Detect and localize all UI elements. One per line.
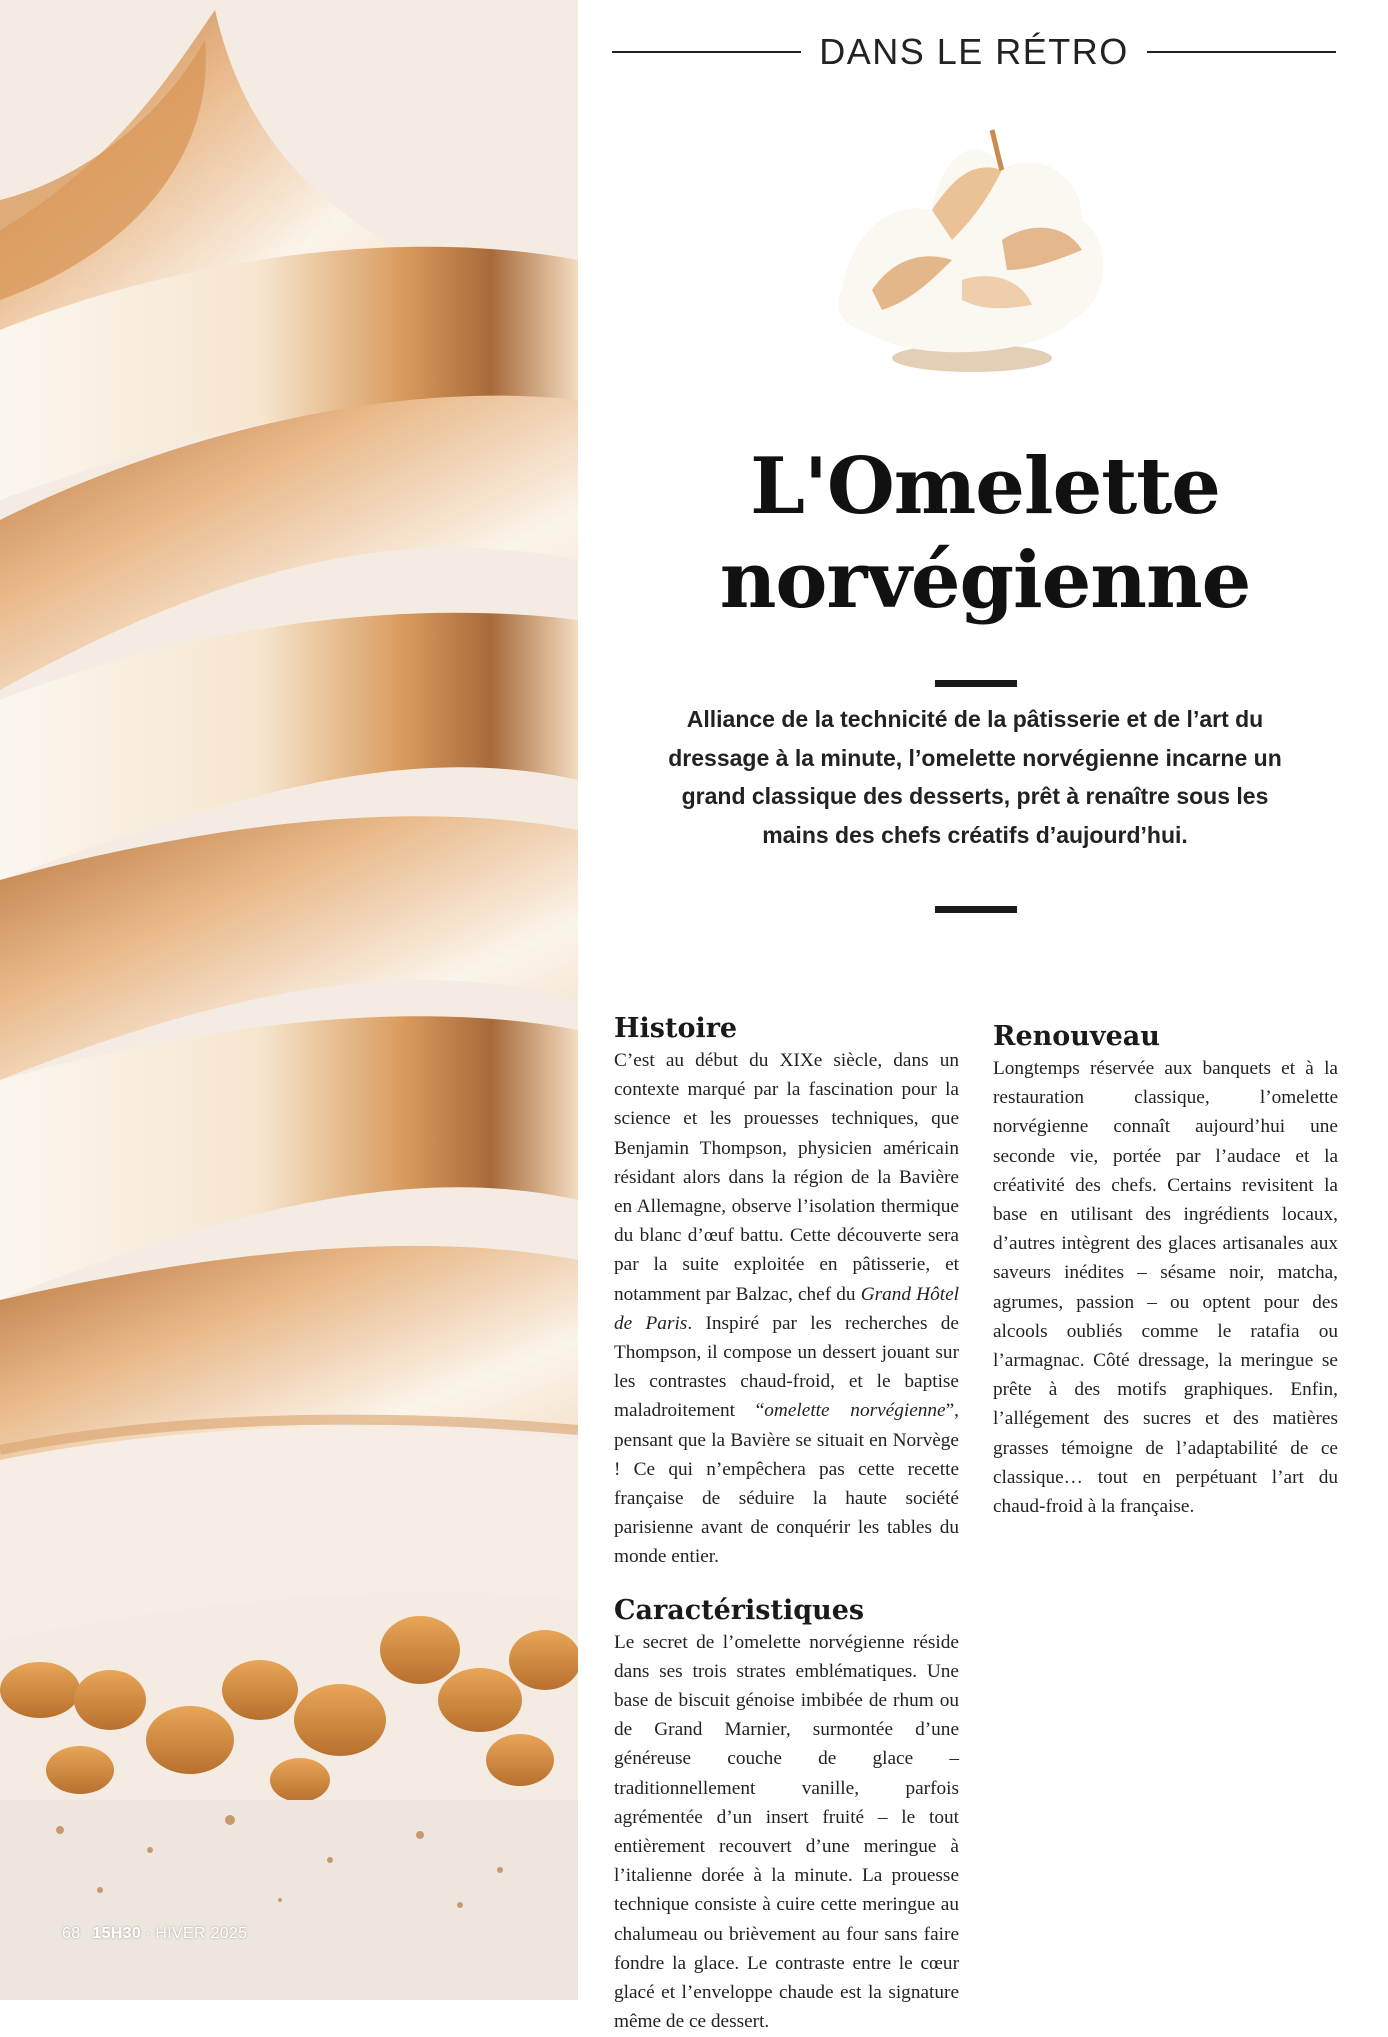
article-intro: Alliance de la technicité de la pâtisserie et de l’art du dressage à la minute, l’omelette norvégienne incarne un grand classique des desserts, prêt à renaître sous les mains des chefs créatifs d’aujourd’hui.	[668, 706, 1282, 848]
page-footer	[62, 1925, 247, 1943]
title-line-1: L'Omelette	[750, 441, 1220, 532]
heading-caracteristiques: Caractéristiques	[614, 1594, 865, 1626]
meringue-illustration	[812, 110, 1132, 380]
histoire-text-2: . Inspiré par les recherches de Thompson, il compose un dessert jouant sur les contrastes chaud-froid, et le baptise maladroitement “	[614, 1312, 959, 1422]
histoire-text-3: ”, pensant que la Bavière se situait en Norvège ! Ce qui n’empêchera pas cette recette française de séduire la haute société parisienne avant de conquérir les tables du monde entier.	[614, 1400, 959, 1568]
rubric-rule-left	[612, 51, 801, 53]
text-column-right	[993, 1020, 1338, 1521]
meringue-swirl-image	[0, 0, 578, 2000]
section-rubric	[612, 26, 1336, 78]
article-title	[600, 440, 1370, 628]
rubric-rule-right	[1147, 51, 1336, 53]
paragraph-renouveau: Longtemps réservée aux banquets et à la restauration classique, l’omelette norvégienne connaît aujourd’hui une seconde vie, portée par l’audace et la créativité des chefs. Certains revisitent la base en utilisant des ingrédients locaux, d’autres intègrent des glaces artisanales aux saveurs inédites – sésame noir, matcha, agrumes, passion – ou optent pour des alcools oubliés comme le ratafia ou l’armagnac. Côté dressage, la meringue se prête à des motifs graphiques. Enfin, l’allégement des sucres et des matières grasses témoigne de l’adaptabilité de ce classique… tout en perpétuant l’art du chaud-froid à la française.	[993, 1058, 1338, 1518]
dish-name: omelette norvégienne	[764, 1400, 946, 1422]
title-line-2: norvégienne	[719, 535, 1251, 626]
page-number: 68	[62, 1925, 81, 1942]
paragraph-caracteristiques: Le secret de l’omelette norvégienne réside dans ses trois strates emblématiques. Une base de biscuit génoise imbibée de rhum ou de Grand Marnier, surmontée d’une généreuse couche de glace – traditionnellement vanille, parfois agrémentée d’un insert fruité – le tout entièrement recouvert d’une meringue à l’italienne dorée à la minute. La prouesse technique consiste à cuire cette meringue au chalumeau ou brièvement au four sans faire fondre la glace. Le contraste entre le cœur glacé et l’enveloppe chaude est la signature même de ce dessert.	[614, 1631, 959, 2033]
hotel-name: Grand Hôtel de Paris	[614, 1283, 959, 1334]
magazine-brand: 15H30	[92, 1925, 142, 1942]
histoire-text-1: C’est au début du XIXe siècle, dans un contexte marqué par la fascination pour la science et les prouesses techniques, que Benjamin Thompson, physicien américain résidant alors dans la région de la Bavière en Allemagne, observe l’isolation thermique du blanc d’œuf battu. Cette découverte sera par la suite exploitée en pâtisserie, et notamment par Balzac, chef du	[614, 1050, 959, 1305]
issue-label: · HIVER 2025	[145, 1925, 248, 1942]
heading-renouveau: Renouveau	[993, 1021, 1160, 1052]
intro-divider-top	[935, 680, 1017, 687]
intro-divider-bottom	[935, 906, 1017, 913]
text-column-left	[614, 1012, 959, 2037]
meringue-photo	[0, 0, 578, 2000]
heading-histoire: Histoire	[614, 1013, 738, 1044]
paragraph-histoire	[614, 1046, 959, 1572]
rubric-label: DANS LE RÉTRO	[819, 31, 1129, 72]
